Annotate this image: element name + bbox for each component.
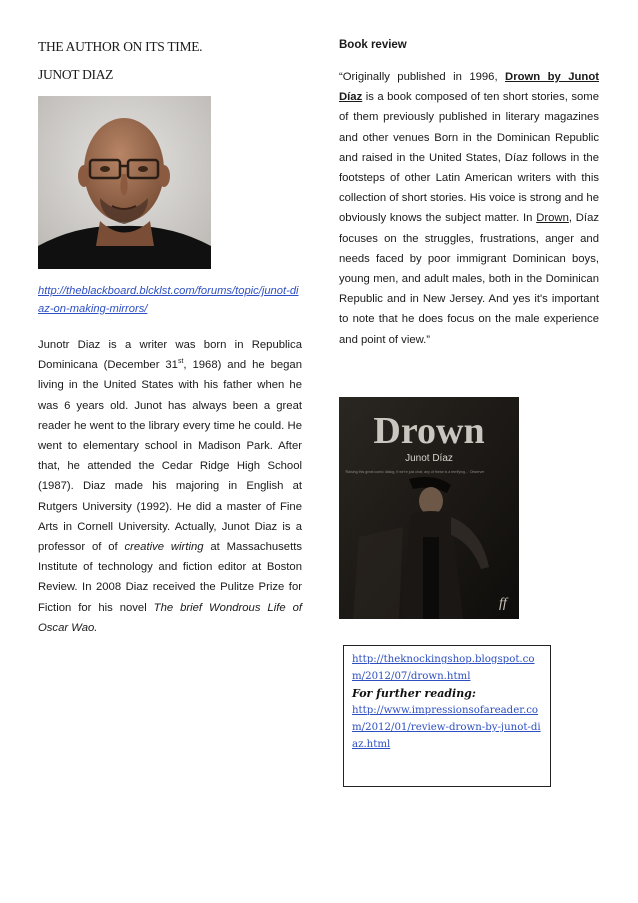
portrait-illustration <box>38 96 211 269</box>
book-cover-illustration <box>339 397 519 619</box>
photo-source-link[interactable]: http://theblackboard.blcklst.com/forums/topic/junot-diaz-on-making-mirrors/ <box>38 285 299 315</box>
cover-tagline: 'Raising this great comic dialog, if we're just chat, any of these is a terrifying...' Observer <box>345 470 485 474</box>
links-box <box>343 645 551 787</box>
bio-italic-creative-writing: creative wirting <box>124 541 204 554</box>
drown-link[interactable]: Drown <box>536 212 569 225</box>
review-text-1: “Originally published in 1996, <box>339 71 506 83</box>
author-portrait-photo <box>38 96 211 269</box>
book-review-text <box>339 67 599 350</box>
author-name-heading: JUNOT DIAZ <box>38 67 114 82</box>
bio-superscript: st <box>177 358 184 366</box>
review-text-2: is a book composed of ten short stories, some of them previously published in literary magazines and other venues Born in the Dominican Republic and raised in the United States, Díaz follows in the footsteps of other Latin American writers with this collection of short stories. His voice is strong and he obviously knows the subject matter. In <box>339 91 599 225</box>
knockingshop-link[interactable]: http://theknockingshop.blogspot.com/2012/07/drown.html <box>352 654 535 682</box>
bio-italic-novel-title: The brief Wondrous Life of Oscar Wao. <box>38 601 302 634</box>
bio-text-2: , 1968) and he began living in the United States with his father when he was 6 years old. Junot has always been a great reader he went to the library every time he could. He went to elementary school in Madison Park. After that, he attended the Cedar Ridge High School (1987). Diaz made his majoring in English at Rutgers University (1992). He did a master of Fine Arts in Cornell University. Actually, Junot Diaz is a professor of of <box>38 359 302 554</box>
drown-book-cover <box>339 397 519 619</box>
further-reading-label: For further reading: <box>352 687 476 700</box>
author-biography <box>38 335 302 638</box>
book-review-heading: Book review <box>339 39 407 51</box>
bio-text-3: at Massachusetts Institute of technology and fiction editor at Boston Review. In 2008 Diaz received the Pulitze Prize for Fiction for his novel <box>38 541 302 614</box>
review-text-3: , Díaz focuses on the struggles, frustrations, anger and needs faced by poor immigrant Dominican boys, young men, and adult males, both in the Dominican Republic and in New Jersey. And yes it's important to note that he does focus on the male experience and point of view.” <box>339 212 599 346</box>
drown-book-link[interactable]: Drown by Junot Díaz <box>339 71 599 104</box>
bio-text-1: Junotr Diaz is a writer was born in Republica Dominicana (December 31 <box>38 339 302 372</box>
author-section-title: THE AUTHOR ON ITS TIME. <box>38 39 203 54</box>
cover-title: Drown <box>373 410 485 452</box>
impressions-review-link[interactable]: http://www.impressionsofareader.com/2012/01/review-drown-by-junot-diaz.html <box>352 705 541 750</box>
publisher-logo: ff <box>499 596 507 611</box>
cover-author: Junot Díaz <box>405 453 453 464</box>
